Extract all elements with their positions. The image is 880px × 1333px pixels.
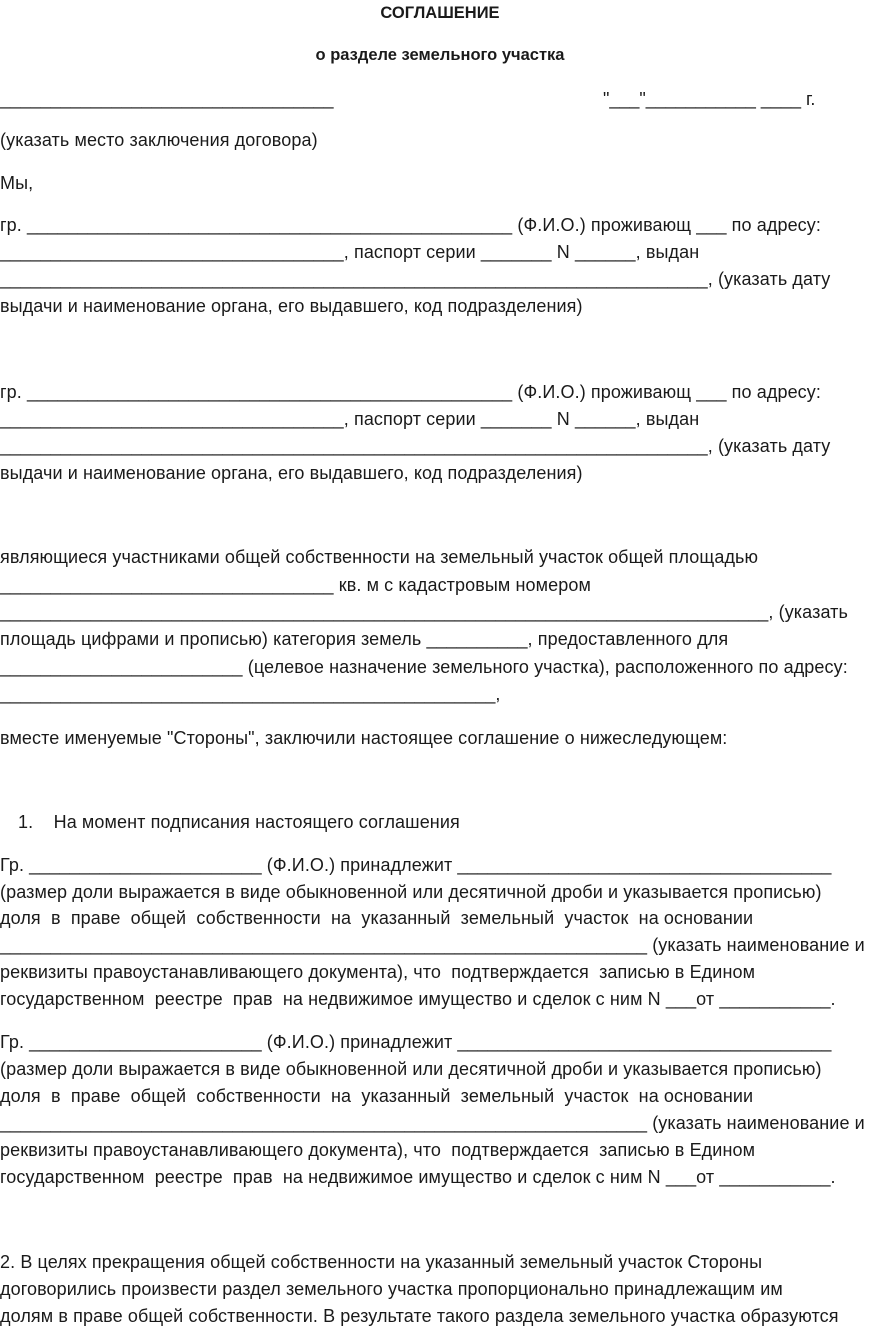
text-line: Гр. _______________________ (Ф.И.О.) принадлежит _____________________________________ bbox=[0, 855, 832, 875]
text-line: __________________________________, паспорт серии _______ N ______, выдан bbox=[0, 409, 700, 429]
text-line: ______________________________________________________________________, (указать дату bbox=[0, 269, 831, 289]
text-line: договорились произвести раздел земельного участка пропорционально принадлежащим им bbox=[0, 1279, 783, 1299]
date-line: "___"___________ ____ г. bbox=[603, 89, 816, 109]
text-line: ____________________________________________________________________________, (указать bbox=[0, 602, 848, 622]
text-line: являющиеся участниками общей собственности на земельный участок общей площадью bbox=[0, 547, 759, 567]
document-title: СОГЛАШЕНИЕ bbox=[380, 4, 500, 22]
text-line: государственном реестре прав на недвижимое имущество и сделок с ним N ___от ___________. bbox=[0, 1167, 836, 1187]
section-1-heading: 1. На момент подписания настоящего соглашения bbox=[18, 812, 460, 832]
text-line: доля в праве общей собственности на указанный земельный участок на основании bbox=[0, 908, 754, 928]
text-line: _________________________________ кв. м с кадастровым номером bbox=[0, 575, 591, 595]
place-blank: _________________________________ bbox=[0, 89, 334, 109]
text-line: долям в праве общей собственности. В результате такого раздела земельного участка образуются bbox=[0, 1306, 839, 1326]
text-line: выдачи и наименование органа, его выдавшего, код подразделения) bbox=[0, 296, 583, 316]
text-line: Мы, bbox=[0, 173, 34, 193]
text-line: реквизиты правоустанавливающего документа), что подтверждается записью в Едином bbox=[0, 1140, 756, 1160]
text-line: выдачи и наименование органа, его выдавшего, код подразделения) bbox=[0, 463, 583, 483]
text-line: __________________________________, паспорт серии _______ N ______, выдан bbox=[0, 242, 700, 262]
text-line: вместе именуемые "Стороны", заключили настоящее соглашение о нижеследующем: bbox=[0, 728, 728, 748]
section-2-line: 2. В целях прекращения общей собственности на указанный земельный участок Стороны bbox=[0, 1252, 763, 1272]
text-line: ________________________ (целевое назначение земельного участка), расположенного по адресу: bbox=[0, 657, 848, 677]
text-line: гр. ________________________________________________ (Ф.И.О.) проживающ ___ по адресу: bbox=[0, 382, 821, 402]
text-line: ________________________________________________________________ (указать наименование и bbox=[0, 1113, 865, 1133]
text-line: ______________________________________________________________________, (указать дату bbox=[0, 436, 831, 456]
text-line: (указать место заключения договора) bbox=[0, 130, 318, 150]
text-line: государственном реестре прав на недвижимое имущество и сделок с ним N ___от ___________. bbox=[0, 989, 836, 1009]
text-line: площадь цифрами и прописью) категория земель __________, предоставленного для bbox=[0, 629, 729, 649]
text-line: _________________________________________________, bbox=[0, 684, 501, 704]
text-line: доля в праве общей собственности на указанный земельный участок на основании bbox=[0, 1086, 754, 1106]
document-subtitle: о разделе земельного участка bbox=[315, 46, 565, 64]
text-line: реквизиты правоустанавливающего документа), что подтверждается записью в Едином bbox=[0, 962, 756, 982]
text-line: (размер доли выражается в виде обыкновенной или десятичной дроби и указывается прописью) bbox=[0, 1059, 822, 1079]
text-line: гр. ________________________________________________ (Ф.И.О.) проживающ ___ по адресу: bbox=[0, 215, 821, 235]
text-line: (размер доли выражается в виде обыкновенной или десятичной дроби и указывается прописью) bbox=[0, 882, 822, 902]
text-line: Гр. _______________________ (Ф.И.О.) принадлежит _____________________________________ bbox=[0, 1032, 832, 1052]
text-line: ________________________________________________________________ (указать наименование и bbox=[0, 935, 865, 955]
